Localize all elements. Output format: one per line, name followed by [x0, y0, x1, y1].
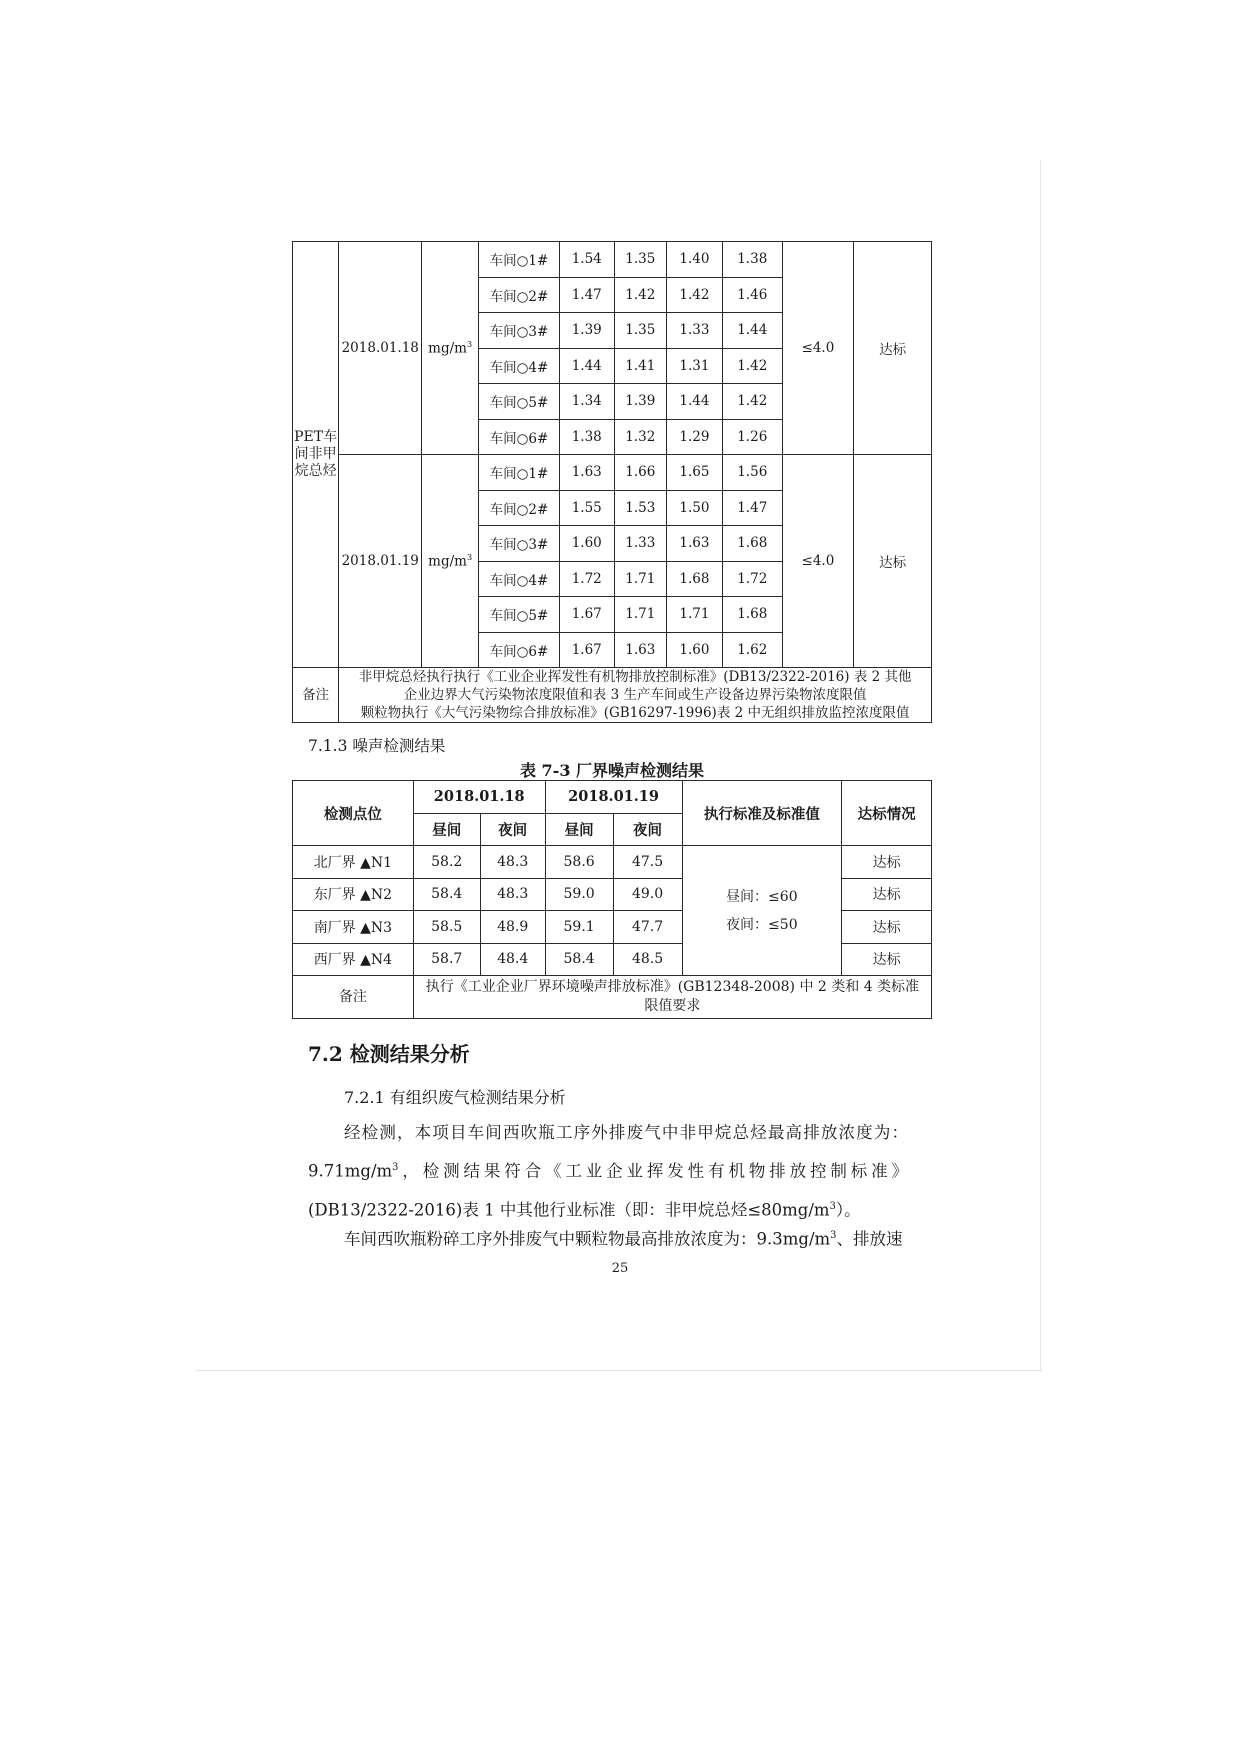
unit-text: mg/m [428, 340, 467, 357]
header-date-2: 2018.01.19 [545, 781, 682, 814]
para1-part-a: 经检测，本项目车间西吹瓶工序外排废气中非甲烷总烃最高排放浓度为：9.71mg/m [308, 1123, 908, 1181]
parameter-cell: PET车间非甲烷总烃 [293, 242, 339, 668]
unit-superscript: 3 [466, 339, 473, 350]
header-standard: 执行标准及标准值 [682, 781, 842, 846]
note-line: 非甲烷总烃执行执行《工业企业挥发性有机物排放控制标准》(DB13/2322-2016) 表 2 其他 [358, 669, 912, 685]
para1-part-b: ，检测结果符合《工业企业挥发性有机物排放控制标准》(DB13/2322-2016)表 1 中其他行业标准（即：非甲烷总烃≤80mg/m [308, 1161, 908, 1219]
noise-value-cell: 48.3 [480, 878, 545, 911]
note-line: 颗粒物执行《大气污染物综合排放标准》(GB16297-1996)表 2 中无组织排放监控浓度限值 [360, 705, 910, 721]
value-cell: 1.62 [722, 632, 782, 668]
value-cell: 1.50 [667, 490, 723, 526]
value-cell: 1.63 [614, 632, 667, 668]
point-cell: 车间○6# [479, 419, 560, 455]
header-night: 夜间 [613, 813, 682, 846]
header-day: 昼间 [545, 813, 613, 846]
noise-point-cell: 南厂界 ▲N3 [293, 911, 414, 944]
noise-point-cell: 西厂界 ▲N4 [293, 943, 414, 976]
value-cell: 1.33 [614, 526, 667, 562]
value-cell: 1.60 [667, 632, 723, 668]
header-result: 达标情况 [842, 781, 932, 846]
noise-header-row [293, 781, 932, 814]
value-cell: 1.66 [614, 455, 667, 491]
value-cell: 1.29 [667, 419, 723, 455]
value-cell: 1.40 [667, 242, 723, 278]
value-cell: 1.72 [559, 561, 614, 597]
value-cell: 1.38 [559, 419, 614, 455]
point-cell: 车间○6# [479, 632, 560, 668]
standard-day: 昼间：≤60 [726, 888, 798, 905]
date-cell: 2018.01.18 [339, 242, 422, 455]
noise-value-cell: 59.1 [545, 911, 613, 944]
value-cell: 1.31 [667, 348, 723, 384]
value-cell: 1.32 [614, 419, 667, 455]
value-cell: 1.67 [559, 597, 614, 633]
noise-value-cell: 47.5 [613, 846, 682, 879]
noise-note-label: 备注 [293, 976, 414, 1019]
noise-value-cell: 58.4 [413, 878, 480, 911]
point-cell: 车间○1# [479, 242, 560, 278]
voc-row [293, 455, 932, 491]
noise-result-table [292, 780, 932, 1019]
page-edge-bottom [196, 1370, 1042, 1371]
noise-value-cell: 58.2 [413, 846, 480, 879]
para1-sup-1: 3 [392, 1162, 399, 1173]
value-cell: 1.42 [614, 277, 667, 313]
value-cell: 1.44 [722, 313, 782, 349]
noise-point-cell: 东厂界 ▲N2 [293, 878, 414, 911]
date-cell: 2018.01.19 [339, 455, 422, 668]
noise-result-cell: 达标 [842, 878, 932, 911]
unit-cell [422, 242, 479, 455]
value-cell: 1.63 [559, 455, 614, 491]
value-cell: 1.44 [667, 384, 723, 420]
noise-note-content [413, 976, 931, 1019]
point-cell: 车间○5# [479, 384, 560, 420]
point-cell: 车间○2# [479, 277, 560, 313]
noise-value-cell: 58.5 [413, 911, 480, 944]
para2-part-b: 、排放速 [836, 1229, 903, 1249]
section-721-heading: 7.2.1 有组织废气检测结果分析 [344, 1088, 566, 1107]
result-cell: 达标 [854, 242, 932, 455]
value-cell: 1.68 [722, 597, 782, 633]
header-date-1: 2018.01.18 [413, 781, 545, 814]
value-cell: 1.33 [667, 313, 723, 349]
noise-value-cell: 48.9 [480, 911, 545, 944]
para2-sup: 3 [830, 1230, 837, 1241]
standard-cell: ≤4.0 [782, 455, 853, 668]
value-cell: 1.72 [722, 561, 782, 597]
noise-note-line: 限值要求 [644, 998, 701, 1014]
page-number: 25 [611, 1261, 629, 1276]
unit-cell [422, 455, 479, 668]
note-content [339, 668, 932, 723]
value-cell: 1.63 [667, 526, 723, 562]
section-713-heading: 7.1.3 噪声检测结果 [308, 737, 446, 755]
noise-value-cell: 47.7 [613, 911, 682, 944]
voc-table-body [293, 242, 932, 723]
page-edge-right [1040, 160, 1041, 1370]
noise-table-title: 表 7-3 厂界噪声检测结果 [519, 761, 705, 780]
noise-value-cell: 59.0 [545, 878, 613, 911]
para1-sup-2: 3 [829, 1200, 836, 1212]
header-day: 昼间 [413, 813, 480, 846]
analysis-paragraph-2 [308, 1218, 908, 1257]
point-cell: 车间○3# [479, 313, 560, 349]
point-cell: 车间○1# [479, 455, 560, 491]
value-cell: 1.35 [614, 313, 667, 349]
value-cell: 1.46 [722, 277, 782, 313]
value-cell: 1.71 [667, 597, 723, 633]
value-cell: 1.54 [559, 242, 614, 278]
noise-result-cell: 达标 [842, 911, 932, 944]
unit-text: mg/m [428, 553, 467, 570]
para2-part-a: 车间西吹瓶粉碎工序外排废气中颗粒物最高排放浓度为：9.3mg/m [344, 1229, 831, 1249]
noise-result-cell: 达标 [842, 846, 932, 879]
noise-value-cell: 58.4 [545, 943, 613, 976]
value-cell: 1.47 [722, 490, 782, 526]
point-cell: 车间○3# [479, 526, 560, 562]
voc-note-row [293, 668, 932, 723]
value-cell: 1.60 [559, 526, 614, 562]
header-night: 夜间 [480, 813, 545, 846]
noise-standard-cell [682, 846, 842, 976]
noise-point-cell: 北厂界 ▲N1 [293, 846, 414, 879]
note-label: 备注 [293, 668, 339, 723]
unit-superscript: 3 [466, 552, 473, 563]
point-cell: 车间○4# [479, 348, 560, 384]
value-cell: 1.68 [667, 561, 723, 597]
value-cell: 1.42 [722, 384, 782, 420]
value-cell: 1.44 [559, 348, 614, 384]
value-cell: 1.55 [559, 490, 614, 526]
noise-table-body [293, 781, 932, 1019]
noise-value-cell: 48.4 [480, 943, 545, 976]
note-line: 企业边界大气污染物浓度限值和表 3 生产车间或生产设备边界污染物浓度限值 [403, 687, 867, 703]
result-cell: 达标 [854, 455, 932, 668]
value-cell: 1.42 [667, 277, 723, 313]
noise-value-cell: 49.0 [613, 878, 682, 911]
value-cell: 1.34 [559, 384, 614, 420]
noise-value-cell: 48.5 [613, 943, 682, 976]
analysis-paragraph-1 [308, 1115, 908, 1227]
value-cell: 1.42 [722, 348, 782, 384]
value-cell: 1.68 [722, 526, 782, 562]
point-cell: 车间○5# [479, 597, 560, 633]
noise-note-row [293, 976, 932, 1019]
value-cell: 1.39 [614, 384, 667, 420]
point-cell: 车间○4# [479, 561, 560, 597]
header-point: 检测点位 [293, 781, 414, 846]
value-cell: 1.65 [667, 455, 723, 491]
noise-note-line: 执行《工业企业厂界环境噪声排放标准》(GB12348-2008) 中 2 类和 4 类标准 [425, 979, 920, 995]
noise-value-cell: 48.3 [480, 846, 545, 879]
standard-night: 夜间：≤50 [726, 916, 798, 933]
value-cell: 1.26 [722, 419, 782, 455]
noise-value-cell: 58.6 [545, 846, 613, 879]
value-cell: 1.53 [614, 490, 667, 526]
point-cell: 车间○2# [479, 490, 560, 526]
standard-cell: ≤4.0 [782, 242, 853, 455]
voc-row [293, 242, 932, 278]
value-cell: 1.39 [559, 313, 614, 349]
value-cell: 1.71 [614, 597, 667, 633]
noise-value-cell: 58.7 [413, 943, 480, 976]
para1-part-c: ）。 [835, 1200, 861, 1219]
noise-result-cell: 达标 [842, 943, 932, 976]
value-cell: 1.35 [614, 242, 667, 278]
value-cell: 1.41 [614, 348, 667, 384]
value-cell: 1.47 [559, 277, 614, 313]
noise-row [293, 846, 932, 879]
section-72-heading: 7.2 检测结果分析 [308, 1042, 470, 1066]
value-cell: 1.71 [614, 561, 667, 597]
voc-result-table [292, 241, 932, 723]
value-cell: 1.38 [722, 242, 782, 278]
value-cell: 1.67 [559, 632, 614, 668]
value-cell: 1.56 [722, 455, 782, 491]
